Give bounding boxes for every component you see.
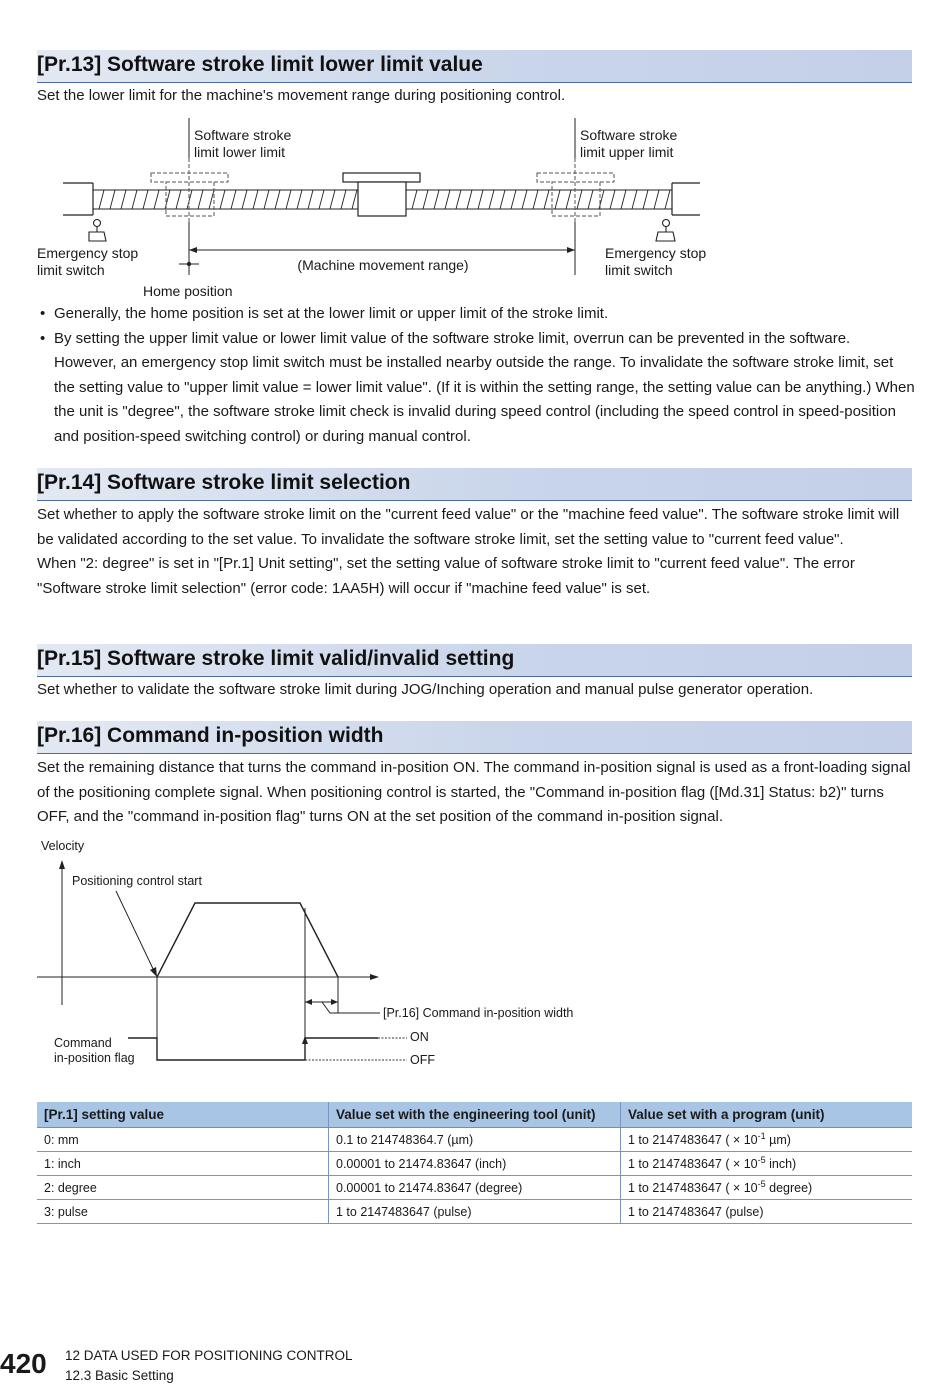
column-header: Value set with a program (unit) (621, 1102, 913, 1128)
unit-setting-table (37, 1102, 912, 1224)
pr16-body (37, 756, 915, 830)
heading-text: [Pr.15] Software stroke limit valid/invalid setting (37, 647, 515, 670)
section-heading-pr14 (37, 468, 912, 501)
right-limit-switch (656, 220, 675, 242)
time-axis-arrow (370, 974, 379, 980)
unit-cell: 1: inch (37, 1152, 329, 1176)
right-switch-label-2: limit switch (605, 262, 673, 278)
upper-limit-label-1: Software stroke (580, 127, 678, 143)
pr13-intro (37, 84, 915, 109)
upper-limit-label-2: limit upper limit (580, 144, 674, 160)
pr14-paragraph: Set whether to apply the software stroke limit on the "current feed value" or the "machine feed value". The software stroke limit will be validated according to the set value. To invalidate the software stroke limit, set the setting value to "current feed value". (37, 506, 900, 548)
section-heading-pr13 (37, 50, 912, 83)
table-row (37, 1152, 912, 1176)
heading-text: [Pr.16] Command in-position width (37, 724, 384, 747)
program-value-cell: 1 to 2147483647 ( × $10^{-5}$ inch) (621, 1152, 913, 1176)
unit-cell: 0: mm (37, 1128, 329, 1152)
right-switch-label-1: Emergency stop (605, 245, 707, 261)
page-number: 420 (0, 1348, 47, 1379)
velocity-profile (157, 903, 338, 977)
tool-value-cell: 0.00001 to 21474.83647 (degree) (329, 1176, 621, 1200)
lower-limit-label-2: limit lower limit (194, 144, 285, 160)
program-value-cell: 1 to 2147483647 (pulse) (621, 1200, 913, 1224)
inposition-width-label: [Pr.16] Command in-position width (383, 1006, 574, 1020)
bullet-item: • Generally, the home position is set at the lower limit or upper limit of the stroke limit. (37, 302, 915, 327)
section-heading-pr16 (37, 721, 912, 754)
column-header: Value set with the engineering tool (unit) (329, 1102, 621, 1128)
tool-value-cell: 0.00001 to 21474.83647 (inch) (329, 1152, 621, 1176)
footer-chapter: 12 DATA USED FOR POSITIONING CONTROL (65, 1348, 353, 1363)
home-position-marker (187, 262, 191, 266)
home-position-label: Home position (143, 283, 233, 299)
in-position-timing-diagram (0, 833, 620, 1073)
pr14-paragraph: When "2: degree" is set in "[Pr.1] Unit setting", set the setting value of software stroke limit to "current feed value". The error "Software stroke limit selection" (error code: 1AA5H) will occur if "machine feed value" is set. (37, 555, 855, 597)
table-row (37, 1128, 912, 1152)
velocity-axis-label: Velocity (41, 839, 85, 853)
column-header: [Pr.1] setting value (37, 1102, 329, 1128)
bullet-item: • By setting the upper limit value or lower limit value of the software stroke limit, overrun can be prevented in the software. However, an emergency stop limit switch must be installed nearby outside the range. To invalidate the software stroke limit, set the setting value to "upper limit value = lower limit value". (If it is within the setting range, the setting value can be anything.) When the unit is "degree", the software stroke limit check is invalid during speed control (including the speed control in speed-position and position-speed switching control) or during manual control. (37, 327, 915, 450)
program-value-cell: 1 to 2147483647 ( × $10^{-1}$ µm) (621, 1128, 913, 1152)
stroke-limit-diagram (0, 110, 950, 302)
off-level-label: OFF (410, 1053, 435, 1067)
on-level-label: ON (410, 1030, 429, 1044)
footer-section: 12.3 Basic Setting (65, 1368, 174, 1383)
table-header-row (37, 1102, 912, 1128)
heading-text: [Pr.14] Software stroke limit selection (37, 471, 411, 494)
carriage (343, 173, 420, 216)
left-switch-label-2: limit switch (37, 262, 105, 278)
pr13-bullet-list (37, 302, 915, 449)
program-value-cell: 1 to 2147483647 ( × $10^{-5}$ degree) (621, 1176, 913, 1200)
pr13-intro-text: Set the lower limit for the machine's movement range during positioning control. (37, 87, 566, 104)
flag-label-2: in-position flag (54, 1051, 135, 1065)
unit-cell: 3: pulse (37, 1200, 329, 1224)
left-switch-label-1: Emergency stop (37, 245, 139, 261)
flag-label-1: Command (54, 1036, 112, 1050)
lower-limit-label-1: Software stroke (194, 127, 292, 143)
pr15-paragraph: Set whether to validate the software stroke limit during JOG/Inching operation and manual pulse generator operation. (37, 681, 814, 698)
table-row (37, 1200, 912, 1224)
unit-cell: 2: degree (37, 1176, 329, 1200)
pr14-body (37, 503, 915, 601)
positioning-start-label: Positioning control start (72, 874, 202, 888)
machine-range-label: (Machine movement range) (297, 257, 469, 273)
tool-value-cell: 0.1 to 214748364.7 (µm) (329, 1128, 621, 1152)
table-row (37, 1176, 912, 1200)
heading-text: [Pr.13] Software stroke limit lower limit value (37, 53, 483, 76)
section-heading-pr15 (37, 644, 912, 677)
tool-value-cell: 1 to 2147483647 (pulse) (329, 1200, 621, 1224)
inposition-flag-signal (128, 1038, 378, 1060)
pr16-paragraph: Set the remaining distance that turns the command in-position ON. The command in-position signal is used as a front-loading signal of the positioning complete signal. When positioning control is started, the "Command in-position flag ([Md.31] Status: b2)" turns OFF, and the "command in-position flag" turns ON at the set position of the command in-position signal. (37, 759, 911, 825)
pr15-body (37, 678, 915, 703)
velocity-axis-arrow (59, 860, 65, 869)
left-limit-switch (89, 220, 106, 242)
